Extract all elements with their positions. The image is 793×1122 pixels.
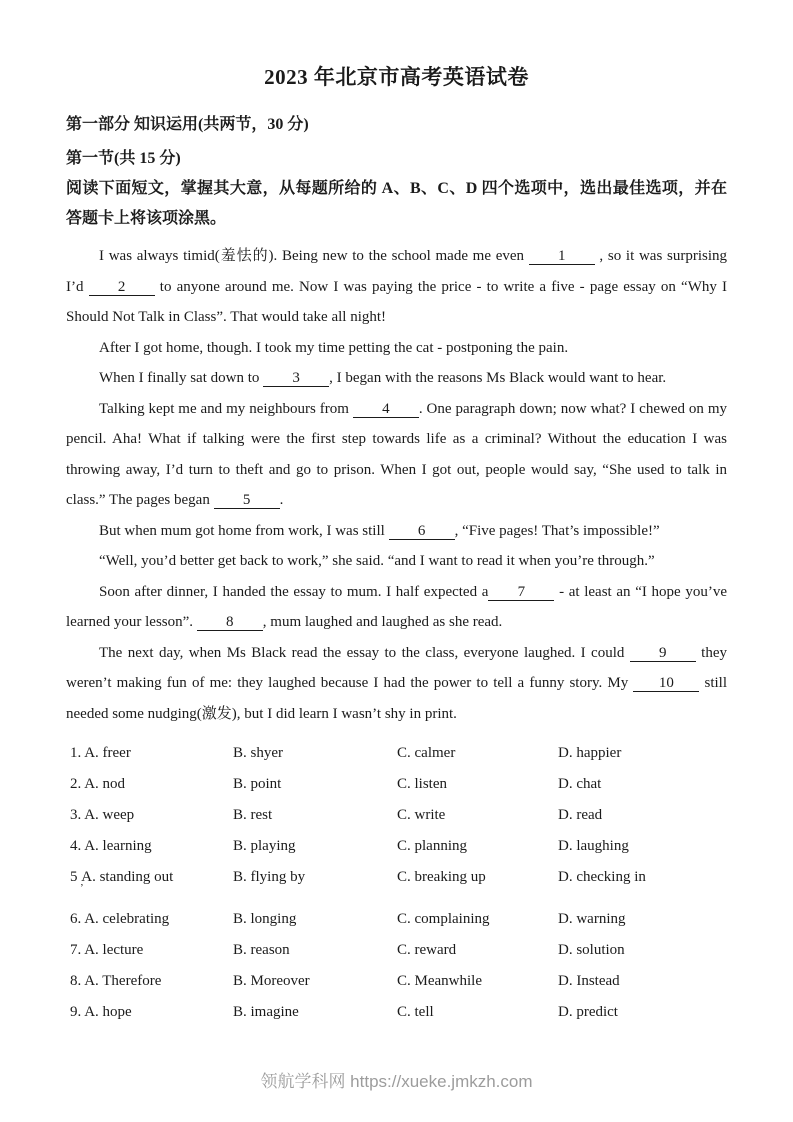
option-row <box>66 800 727 831</box>
option-cell: C. calmer <box>397 745 456 761</box>
option-cell: D. chat <box>558 776 602 792</box>
option-cell: B. imagine <box>233 1004 299 1020</box>
instructions-text: 阅读下面短文，掌握其大意，从每题所给的 A、B、C、D 四个选项中，选出最佳选项，并在答题卡上将该项涂黑。 <box>66 180 727 227</box>
option-cell: B. point <box>233 776 282 792</box>
option-cell: B. playing <box>233 838 296 854</box>
option-cell: 7. A. lecture <box>70 942 144 958</box>
option-cell: 1. A. freer <box>70 745 131 761</box>
question-number: 1. <box>70 745 82 761</box>
option-cell: B. shyer <box>233 745 283 761</box>
cloze-blank: 9 <box>630 645 696 662</box>
passage-paragraph: After I got home, though. I took my time petting the cat - postponing the pain. <box>99 339 569 356</box>
option-cell: B. flying by <box>233 869 306 885</box>
option-cell: B. reason <box>233 942 290 958</box>
option-cell: 5 ’ A. standing out <box>70 869 174 894</box>
option-cell: D. happier <box>558 745 622 761</box>
cloze-blank: 6 <box>389 523 455 540</box>
cloze-blank: 3 <box>263 370 329 387</box>
option-cell: C. tell <box>397 1004 434 1020</box>
option-cell: D. predict <box>558 1004 618 1020</box>
option-cell: D. solution <box>558 942 625 958</box>
watermark-text: 领航学科网 https://xueke.jmkzh.com <box>260 1072 533 1091</box>
cloze-blank: 4 <box>353 401 419 418</box>
question-number: 5 <box>70 869 78 885</box>
option-cell: 8. A. Therefore <box>70 973 162 989</box>
option-cell: D. warning <box>558 911 626 927</box>
passage-paragraph: When I finally sat down to 3 , I began with the reasons Ms Black would want to hear. <box>99 370 667 386</box>
question-number: 7. <box>70 942 82 958</box>
option-row <box>66 997 727 1028</box>
cloze-blank: 10 <box>633 675 699 692</box>
cloze-blank: 2 <box>89 279 155 296</box>
option-cell: D. Instead <box>558 973 620 989</box>
option-cell: C. reward <box>397 942 457 958</box>
option-cell: B. rest <box>233 807 273 823</box>
passage-paragraph: The next day, when Ms Black read the essay to the class, everyone laughed. I could 9 they weren’t making fun of me: they laughed because I had the power to tell a funny story. My 10 still needed some nudging(激发), but I did learn I wasn’t shy in print. <box>66 644 728 722</box>
passage-paragraph: Talking kept me and my neighbours from 4 . One paragraph down; now what? I chewed on my pencil. Aha! What if talking were the first step towards life as a criminal? Without the education I was throwing away, I’d turn to theft and go to prison. When I got out, people would say, “She used to talk in class.” The pages began 5 . <box>66 400 727 508</box>
option-cell: C. planning <box>397 838 467 854</box>
option-row <box>66 935 727 966</box>
option-row <box>66 769 727 800</box>
option-cell: C. complaining <box>397 911 490 927</box>
option-cell: B. Moreover <box>233 973 310 989</box>
option-row <box>66 738 727 769</box>
option-cell: 4. A. learning <box>70 838 152 854</box>
cloze-blank: 1 <box>529 248 595 265</box>
option-cell: D. read <box>558 807 603 823</box>
option-cell: C. listen <box>397 776 448 792</box>
part-heading: 第一部分 知识运用(共两节，30 分) <box>66 116 309 133</box>
option-cell: C. breaking up <box>397 869 486 885</box>
cloze-blank: 5 <box>214 492 280 509</box>
question-number: 6. <box>70 911 82 927</box>
passage-paragraph: I was always timid(羞怯的). Being new to the school made me even 1 , so it was surprising I’d 2 to anyone around me. Now I was paying the price - to write a five - page essay on “Why I Should Not Talk in Class”. That would take all night! <box>66 248 727 325</box>
document-title: 2023 年北京市高考英语试卷 <box>264 65 529 89</box>
passage-paragraph: Soon after dinner, I handed the essay to mum. I half expected a 7 - at least an “I hope you’ve learned your lesson”. 8 , mum laughed and laughed as she read. <box>66 583 728 630</box>
question-number: 8. <box>70 973 82 989</box>
option-cell: C. write <box>397 807 446 823</box>
option-cell: 3. A. weep <box>70 807 135 823</box>
stray-mark: ’ <box>80 882 84 894</box>
passage-paragraph: “Well, you’d better get back to work,” she said. “and I want to read it when you’re through.” <box>99 553 655 569</box>
option-cell: 9. A. hope <box>70 1004 132 1020</box>
question-number: 4. <box>70 838 82 854</box>
question-number: 2. <box>70 776 82 792</box>
question-number: 9. <box>70 1004 82 1020</box>
option-row <box>66 904 727 935</box>
section-heading: 第一节(共 15 分) <box>66 150 181 167</box>
option-cell: 2. A. nod <box>70 776 126 792</box>
option-row <box>66 831 727 862</box>
question-number: 3. <box>70 807 82 823</box>
option-row <box>66 966 727 997</box>
option-cell: C. Meanwhile <box>397 973 482 989</box>
cloze-passage <box>66 241 727 729</box>
cloze-blank: 7 <box>488 584 554 601</box>
passage-paragraph: But when mum got home from work, I was still 6 , “Five pages! That’s impossible!” <box>99 522 660 539</box>
options-table <box>66 738 727 1028</box>
option-cell: 6. A. celebrating <box>70 911 170 927</box>
cloze-blank: 8 <box>197 614 263 631</box>
option-cell: D. checking in <box>558 869 646 885</box>
option-cell: B. longing <box>233 911 297 927</box>
option-row <box>66 862 727 893</box>
option-cell: D. laughing <box>558 838 629 854</box>
